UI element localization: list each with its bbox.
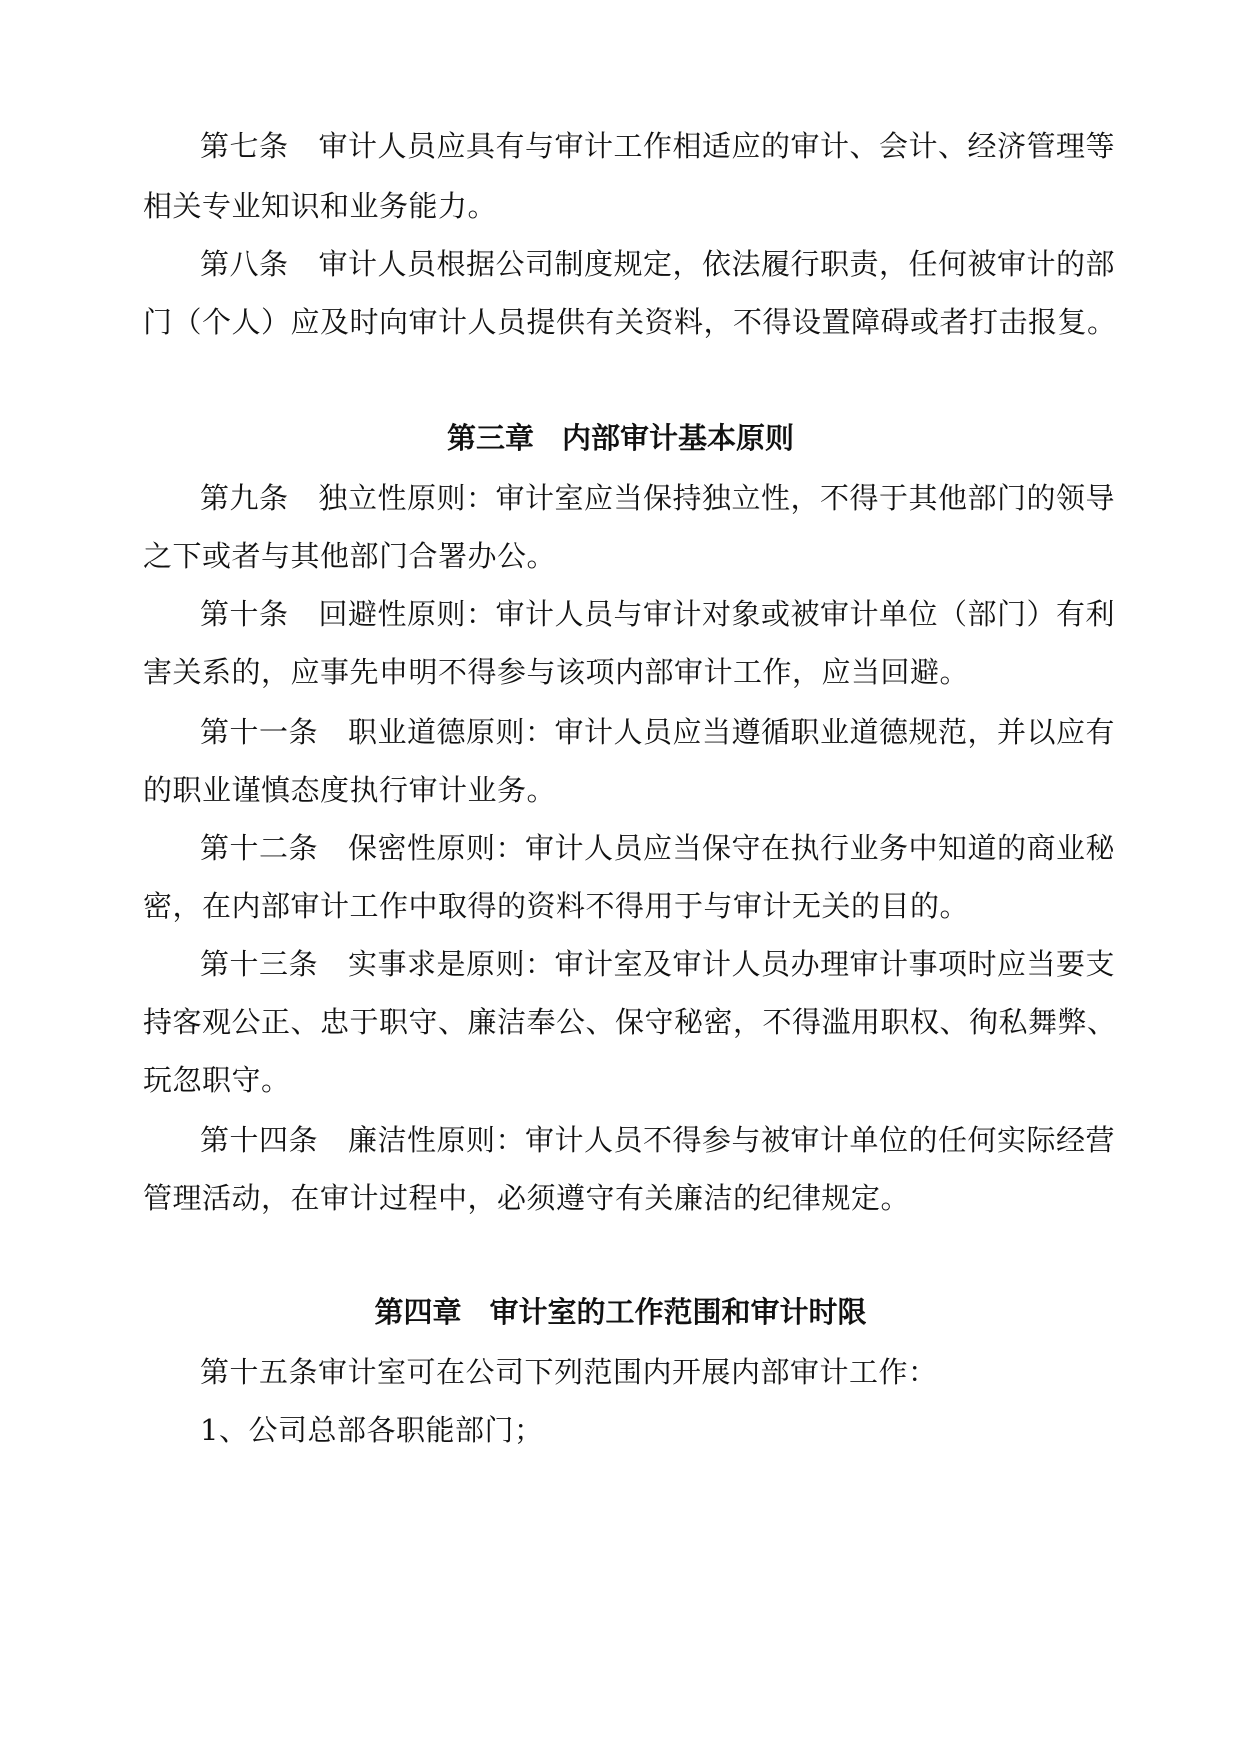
article-text: 廉洁性原则：审计人员不得参与被审计单位的任何实际经营 (348, 1123, 1116, 1157)
article-15-line-1: 第十五条审计室可在公司下列范围内开展内部审计工作： (200, 1355, 938, 1389)
article-number: 第七条 (200, 129, 289, 163)
article-9-line-1 (200, 478, 1116, 518)
article-12-line-2: 密，在内部审计工作中取得的资料不得用于与审计无关的目的。 (143, 889, 970, 923)
article-text: 审计人员根据公司制度规定，依法履行职责，任何被审计的部 (318, 247, 1116, 281)
chapter-title: 审计室的工作范围和审计时限 (489, 1295, 867, 1329)
article-7-line-1 (200, 126, 1116, 166)
article-8-line-2: 门（个人）应及时向审计人员提供有关资料，不得设置障碍或者打击报复。 (143, 305, 1117, 339)
chapter-title: 内部审计基本原则 (562, 421, 795, 455)
article-8-line-1 (200, 244, 1116, 284)
chapter-4-heading (0, 1292, 1241, 1332)
article-text: 保密性原则：审计人员应当保守在执行业务中知道的商业秘 (348, 831, 1116, 865)
article-number: 第九条 (200, 481, 289, 515)
article-text: 审计人员应具有与审计工作相适应的审计、会计、经济管理等 (318, 129, 1116, 163)
article-text: 职业道德原则：审计人员应当遵循职业道德规范，并以应有 (348, 715, 1116, 749)
article-14-line-1 (200, 1120, 1116, 1160)
article-10-line-1 (200, 594, 1116, 634)
chapter-number: 第四章 (374, 1295, 462, 1329)
article-number: 第十四条 (200, 1123, 319, 1157)
article-13-line-3: 玩忽职守。 (143, 1063, 291, 1097)
article-10-line-2: 害关系的，应事先申明不得参与该项内部审计工作，应当回避。 (143, 655, 970, 689)
article-14-line-2: 管理活动，在审计过程中，必须遵守有关廉洁的纪律规定。 (143, 1181, 911, 1215)
list-item-1: 1、公司总部各职能部门； (200, 1413, 544, 1447)
article-13-line-1 (200, 944, 1116, 984)
article-number: 第八条 (200, 247, 289, 281)
article-11-line-2: 的职业谨慎态度执行审计业务。 (143, 773, 557, 807)
article-number: 第十二条 (200, 831, 319, 865)
article-text: 独立性原则：审计室应当保持独立性，不得于其他部门的领导 (318, 481, 1116, 515)
article-11-line-1 (200, 712, 1116, 752)
article-number: 第十条 (200, 597, 289, 631)
article-text: 实事求是原则：审计室及审计人员办理审计事项时应当要支 (348, 947, 1116, 981)
article-text: 回避性原则：审计人员与审计对象或被审计单位（部门）有利 (318, 597, 1116, 631)
article-9-line-2: 之下或者与其他部门合署办公。 (143, 539, 557, 573)
article-12-line-1 (200, 828, 1116, 868)
article-number: 第十一条 (200, 715, 319, 749)
article-7-line-2: 相关专业知识和业务能力。 (143, 189, 498, 223)
article-13-line-2: 持客观公正、忠于职守、廉洁奉公、保守秘密，不得滥用职权、徇私舞弊、 (143, 1005, 1117, 1039)
chapter-3-heading (0, 418, 1241, 458)
article-number: 第十三条 (200, 947, 319, 981)
chapter-number: 第三章 (446, 421, 534, 455)
